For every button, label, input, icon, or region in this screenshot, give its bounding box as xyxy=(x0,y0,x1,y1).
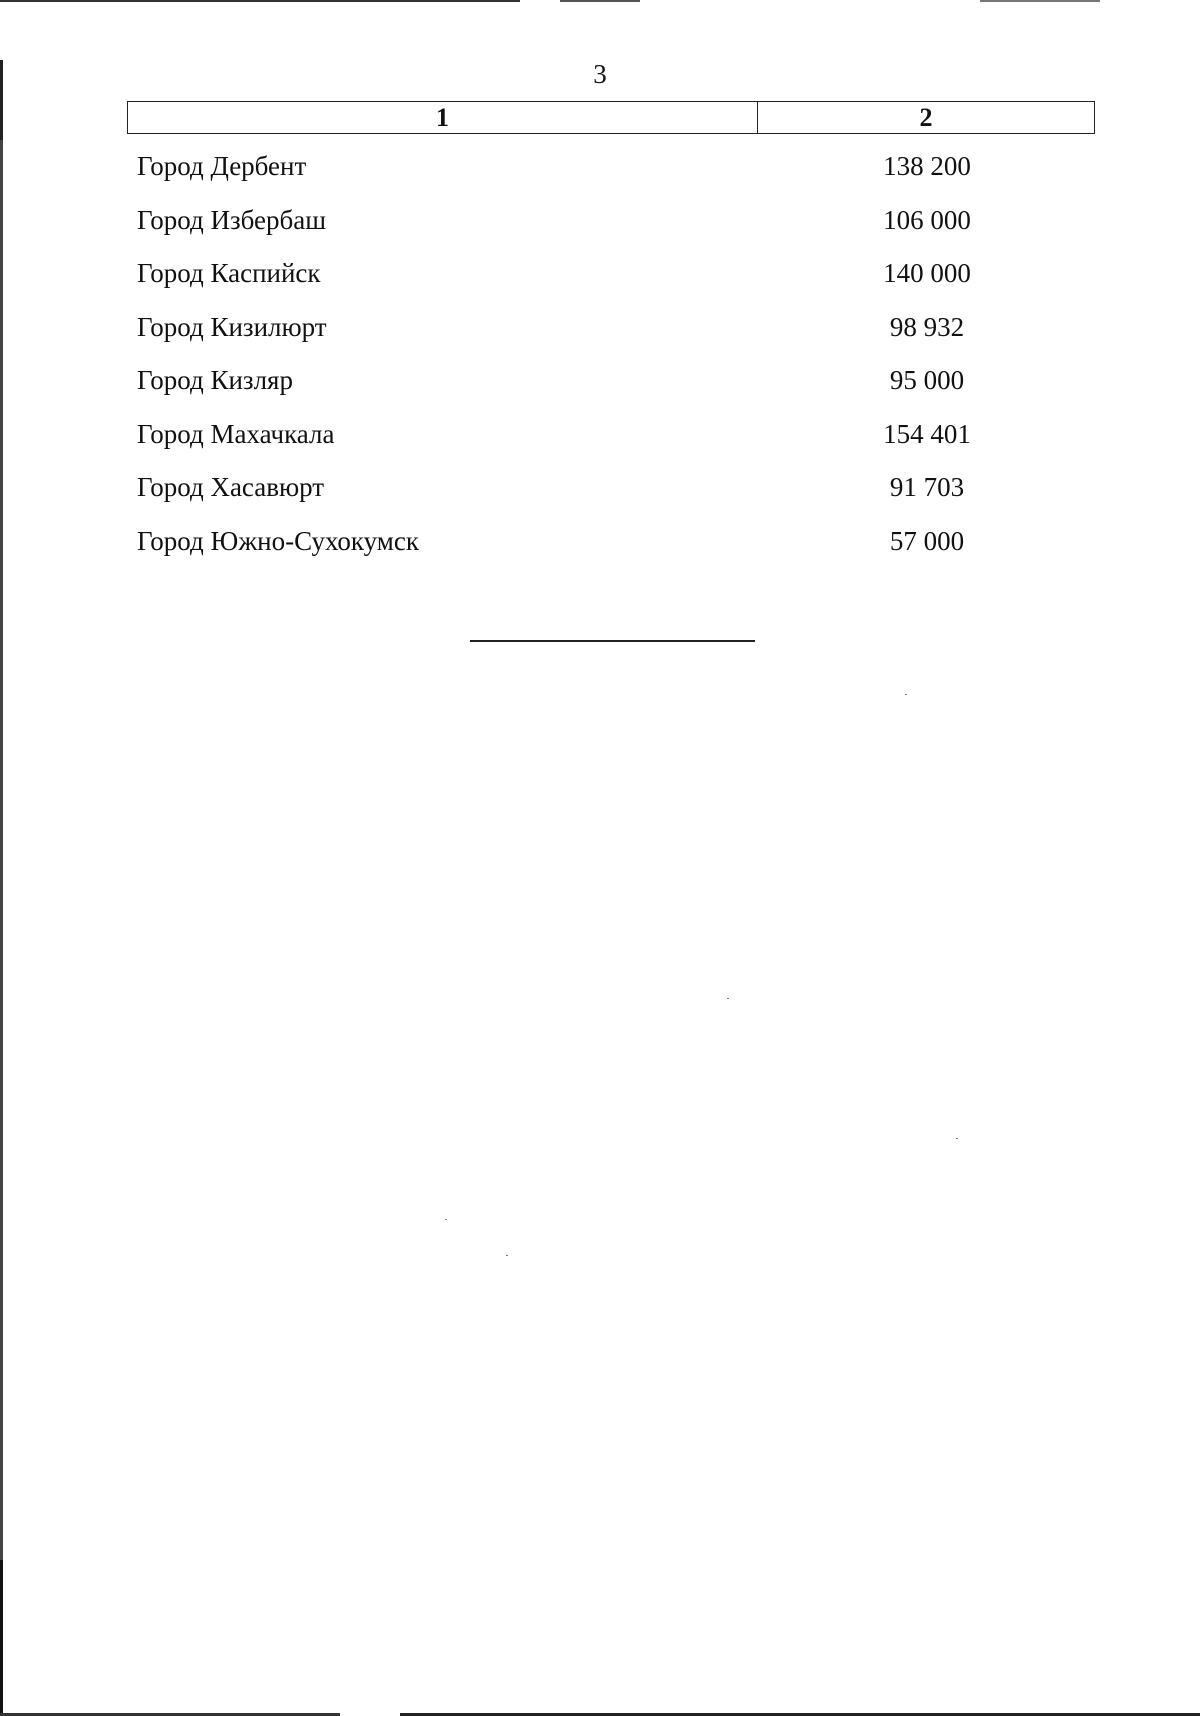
table-row xyxy=(137,200,1095,254)
city-value: 106 000 xyxy=(883,204,971,235)
table-row xyxy=(137,467,1095,521)
city-value: 91 703 xyxy=(889,472,965,502)
city-name: Город Махачкала xyxy=(137,418,335,449)
scan-speck xyxy=(956,1138,958,1139)
table-row xyxy=(137,521,1095,575)
city-name: Город Кизляр xyxy=(137,365,293,395)
column-header-1: 1 xyxy=(128,102,758,133)
scan-edge-left xyxy=(0,60,3,1716)
city-name: Город Избербаш xyxy=(137,204,326,235)
city-name: Город Южно-Сухокумск xyxy=(137,525,419,556)
city-value: 98 932 xyxy=(889,311,965,342)
city-name: Город Дербент xyxy=(137,151,307,181)
city-value: 140 000 xyxy=(883,258,971,288)
city-name: Город Кизилюрт xyxy=(137,311,327,342)
table-row xyxy=(137,360,1095,414)
table-row xyxy=(137,307,1095,361)
scan-edge-top xyxy=(0,0,1200,2)
city-value: 138 200 xyxy=(883,151,971,181)
table-body xyxy=(137,146,1095,574)
scan-speck xyxy=(905,694,907,695)
table-row xyxy=(137,253,1095,307)
city-value: 154 401 xyxy=(883,418,971,449)
scan-speck xyxy=(445,1219,447,1220)
page-number: 3 xyxy=(593,59,607,89)
city-name: Город Каспийск xyxy=(137,258,321,288)
column-header-2: 2 xyxy=(919,102,933,132)
scan-speck xyxy=(506,1255,508,1256)
table-header xyxy=(127,101,1095,134)
end-of-table-rule xyxy=(470,640,755,642)
city-name: Город Хасавюрт xyxy=(137,472,325,502)
city-value: 57 000 xyxy=(889,525,965,556)
table-row xyxy=(137,414,1095,468)
table-row xyxy=(137,146,1095,200)
city-value: 95 000 xyxy=(889,365,965,395)
scan-speck xyxy=(727,998,729,999)
